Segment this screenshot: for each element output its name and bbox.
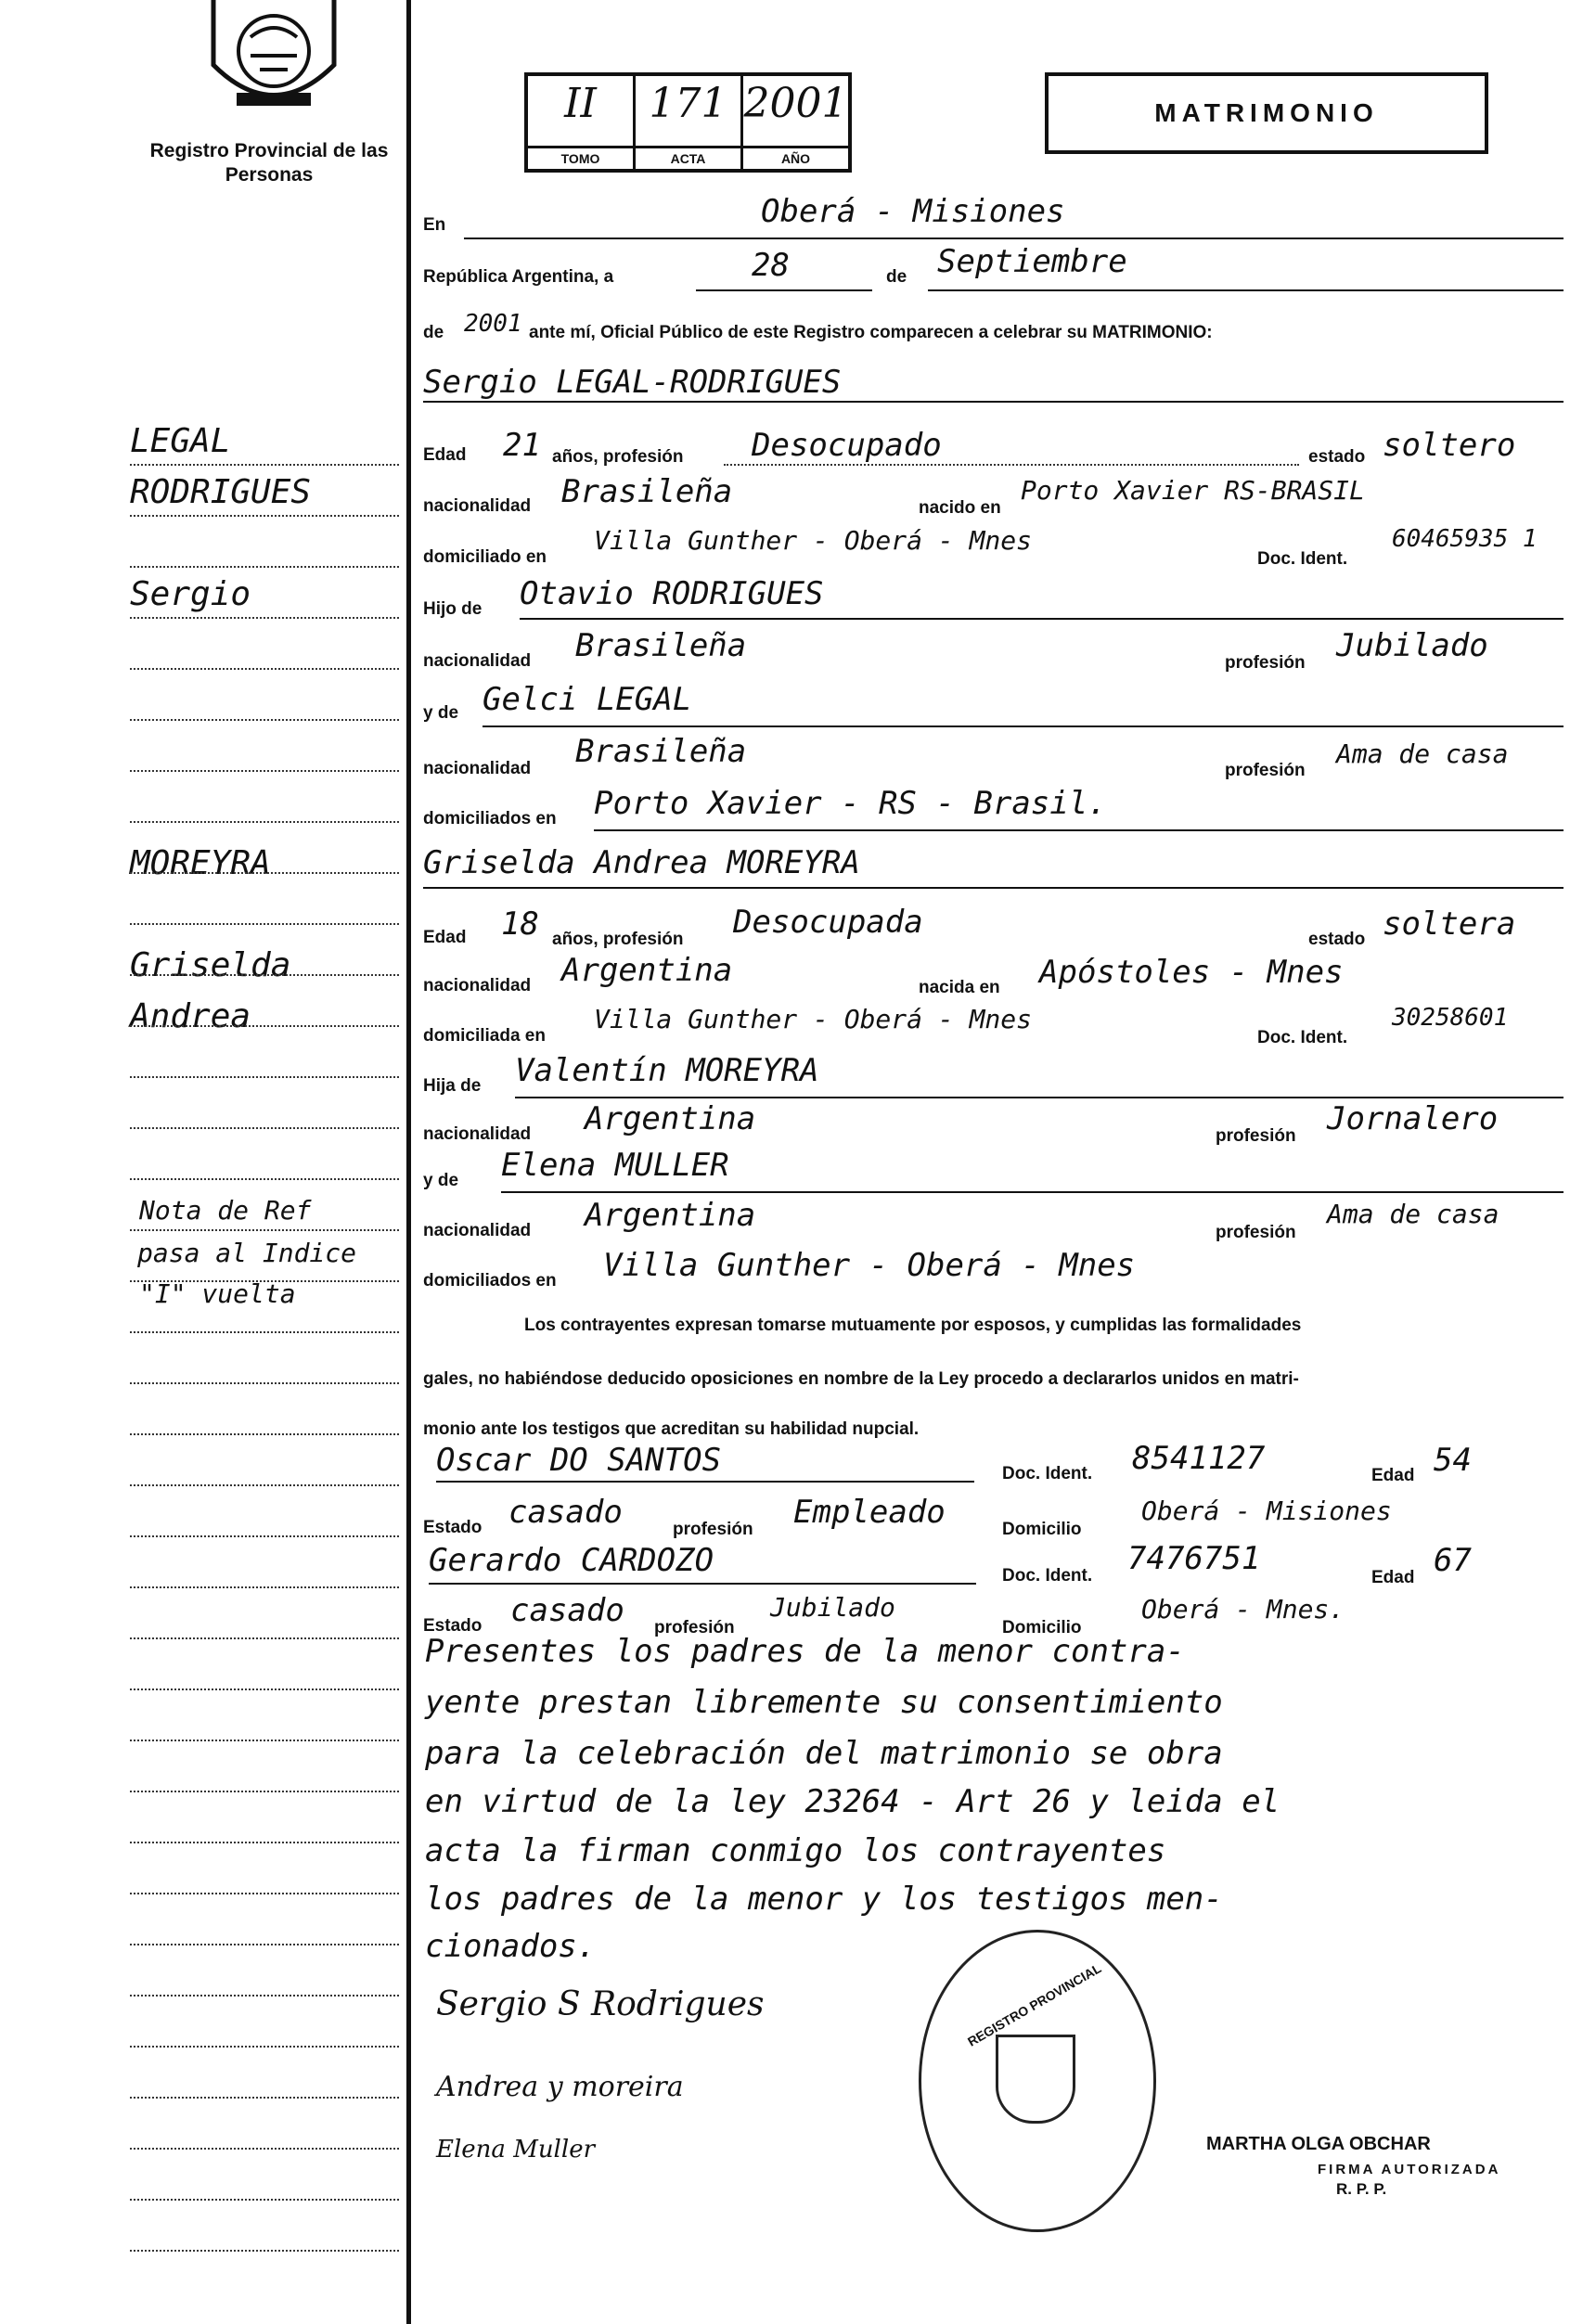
year-prefix-label: de <box>423 323 444 342</box>
tomo-label: TOMO <box>528 146 633 169</box>
margin-bride-name2: Andrea <box>130 997 251 1035</box>
note-line-4: en virtud de la ley 23264 - Art 26 y leida el <box>425 1783 1280 1820</box>
underline <box>515 1097 1564 1098</box>
place-value: Oberá - Misiones <box>761 193 1065 230</box>
bride-domicile: Villa Gunther - Oberá - Mnes <box>594 1004 1033 1034</box>
officer-name: MARTHA OLGA OBCHAR <box>1206 2134 1431 2154</box>
stamp-text: REGISTRO PROVINCIAL <box>964 1960 1104 2049</box>
nacionalidad-label: nacionalidad <box>423 651 532 671</box>
witness2-name: Gerardo CARDOZO <box>429 1542 714 1579</box>
margin-rule-line <box>130 1586 399 1588</box>
ano-value: 2001 <box>743 80 848 127</box>
ano-label: AÑO <box>743 146 848 169</box>
seal-icon <box>996 2035 1075 2124</box>
note-line-2: yente prestan libremente su consentimiento <box>425 1684 1223 1721</box>
bride-father-nationality: Argentina <box>585 1100 756 1137</box>
note-line-3: para la celebración del matrimonio se obra <box>425 1735 1223 1772</box>
profesion-label: profesión <box>1216 1126 1296 1146</box>
y-de-label: y de <box>423 1171 459 1190</box>
witness1-name: Oscar DO SANTOS <box>436 1442 722 1479</box>
hijo-label: Hijo de <box>423 599 483 619</box>
doc-label: Doc. Ident. <box>1257 549 1348 569</box>
bride-mother-profession: Ama de casa <box>1327 1199 1499 1229</box>
witness2-age: 67 <box>1434 1542 1472 1579</box>
margin-groom-surname1: LEGAL <box>130 422 231 460</box>
profesion-label: profesión <box>654 1618 735 1637</box>
witness1-estado: casado <box>508 1494 623 1531</box>
margin-note-1: Nota de Ref <box>139 1195 312 1226</box>
groom-name: Sergio LEGAL-RODRIGUES <box>423 364 842 401</box>
margin-rule-line <box>130 2148 399 2150</box>
tomo-cell <box>528 76 636 169</box>
en-label: En <box>423 215 446 235</box>
officer-role: FIRMA AUTORIZADA <box>1318 2162 1501 2177</box>
legal-line-2: gales, no habiéndose deducido oposiciones en nombre de la Ley procedo a declararlos unidos en matri- <box>423 1369 1299 1389</box>
underline <box>696 289 872 291</box>
bride-profession: Desocupada <box>733 904 923 941</box>
underline <box>483 725 1564 727</box>
tomo-value: II <box>564 80 597 127</box>
bride-birthplace: Apóstoles - Mnes <box>1039 954 1344 991</box>
bride-mother: Elena MULLER <box>501 1147 729 1184</box>
margin-rule-line <box>130 719 399 721</box>
domicilio-label: Domicilio <box>1002 1618 1082 1637</box>
groom-doc: 60465935 1 <box>1392 525 1538 553</box>
witness2-estado: casado <box>510 1592 624 1629</box>
margin-rule-line <box>130 617 399 619</box>
margin-rule-line <box>130 974 399 976</box>
bride-estado: soltera <box>1383 905 1516 943</box>
nacida-label: nacida en <box>919 978 1000 997</box>
intro-text: ante mí, Oficial Público de este Registro comparecen a celebrar su MATRIMONIO: <box>529 323 1213 342</box>
margin-rule-line <box>130 668 399 670</box>
margin-rule-line <box>130 566 399 568</box>
groom-mother: Gelci LEGAL <box>483 681 692 718</box>
margin-note-3: "I" vuelta <box>139 1278 296 1309</box>
nacionalidad-label: nacionalidad <box>423 496 532 516</box>
day-value: 28 <box>752 247 790 284</box>
underline <box>429 1583 976 1585</box>
underline <box>464 238 1564 239</box>
margin-rule-line <box>130 1535 399 1537</box>
de-label: de <box>886 267 907 287</box>
edad-short-label: Edad <box>1371 1568 1415 1587</box>
groom-birthplace: Porto Xavier RS-BRASIL <box>1021 475 1365 506</box>
margin-rule-line <box>130 1127 399 1129</box>
edad-label: Edad <box>423 445 467 465</box>
groom-signature: Sergio S Rodrigues <box>436 1985 765 2023</box>
margin-rule-line <box>130 1740 399 1741</box>
witness1-age: 54 <box>1434 1442 1472 1479</box>
profesion-label: profesión <box>1225 653 1306 673</box>
margin-rule-line <box>130 1280 399 1282</box>
ano-cell <box>743 76 848 169</box>
margin-note-2: pasa al Indice <box>137 1238 357 1268</box>
nacido-label: nacido en <box>919 498 1001 518</box>
official-stamp <box>919 1930 1156 2232</box>
note-line-1: Presentes los padres de la menor contra- <box>425 1633 1185 1670</box>
underline <box>520 618 1564 620</box>
groom-mother-profession: Ama de casa <box>1336 738 1509 769</box>
republica-label: República Argentina, a <box>423 267 614 287</box>
margin-rule-line <box>130 1791 399 1792</box>
profesion-label: profesión <box>1225 761 1306 780</box>
underline <box>928 289 1564 291</box>
doc-label: Doc. Ident. <box>1257 1028 1348 1047</box>
margin-rule-line <box>130 1076 399 1078</box>
margin-rule-line <box>130 2046 399 2048</box>
margin-bride-surname: MOREYRA <box>130 844 271 882</box>
document-type-box: MATRIMONIO <box>1045 72 1488 154</box>
margin-rule-line <box>130 2250 399 2252</box>
underline <box>594 829 1564 831</box>
margin-rule-line <box>130 1995 399 1997</box>
witness1-doc: 8541127 <box>1132 1440 1266 1477</box>
underline <box>501 1191 1564 1193</box>
anos-prof-label: años, profesión <box>552 447 684 467</box>
domiciliados-label: domiciliados en <box>423 809 557 828</box>
year-value: 2001 <box>464 310 522 338</box>
hija-label: Hija de <box>423 1076 482 1096</box>
bride-mother-nationality: Argentina <box>585 1197 756 1234</box>
margin-divider <box>406 0 411 2324</box>
witness2-doc: 7476751 <box>1127 1540 1261 1577</box>
margin-rule-line <box>130 1484 399 1486</box>
nacionalidad-label: nacionalidad <box>423 759 532 778</box>
legal-line-1: Los contrayentes expresan tomarse mutuamente por esposos, y cumplidas las formalidades <box>524 1316 1302 1335</box>
nacionalidad-label: nacionalidad <box>423 1221 532 1240</box>
legal-line-3: monio ante los testigos que acreditan su habilidad nupcial. <box>423 1419 920 1439</box>
estado-cap-label: Estado <box>423 1518 483 1537</box>
domicilio-label: Domicilio <box>1002 1520 1082 1539</box>
profesion-label: profesión <box>673 1520 753 1539</box>
bride-nationality: Argentina <box>561 952 733 989</box>
margin-groom-name: Sergio <box>130 575 251 613</box>
edad-label: Edad <box>423 928 467 947</box>
domiciliados-label: domiciliados en <box>423 1271 557 1290</box>
margin-rule-line <box>130 1382 399 1384</box>
witness1-domicile: Oberá - Misiones <box>1141 1496 1392 1526</box>
estado-cap-label: Estado <box>423 1616 483 1636</box>
margin-rule-line <box>130 1688 399 1690</box>
domiciliado-label: domiciliado en <box>423 547 547 567</box>
tomo-acta-ano-box <box>524 72 852 173</box>
note-line-7: cionados. <box>425 1928 597 1965</box>
margin-bride-name1: Griselda <box>130 946 291 984</box>
note-line-5: acta la firman conmigo los contrayentes <box>425 1832 1166 1869</box>
acta-label: ACTA <box>636 146 740 169</box>
margin-rule-line <box>130 770 399 772</box>
margin-rule-line <box>130 1229 399 1231</box>
acta-value: 171 <box>649 80 727 127</box>
bride-age: 18 <box>501 905 539 943</box>
groom-mother-nationality: Brasileña <box>575 733 747 770</box>
witness1-profession: Empleado <box>793 1494 946 1531</box>
margin-rule-line <box>130 2199 399 2201</box>
margin-rule-line <box>130 1178 399 1180</box>
note-line-6: los padres de la menor y los testigos men- <box>425 1881 1223 1918</box>
dotted-line <box>724 464 1299 466</box>
margin-rule-line <box>130 1842 399 1843</box>
margin-rule-line <box>130 1025 399 1027</box>
underline <box>436 1481 974 1483</box>
bride-signature: Andrea y moreira <box>436 2071 684 2103</box>
margin-groom-surname2: RODRIGUES <box>130 473 312 511</box>
estado-label: estado <box>1308 930 1366 949</box>
mother-signature: Elena Muller <box>436 2136 596 2164</box>
groom-profession: Desocupado <box>752 427 942 464</box>
domiciliada-label: domiciliada en <box>423 1026 546 1046</box>
estado-label: estado <box>1308 447 1366 467</box>
margin-rule-line <box>130 1944 399 1945</box>
registry-title: Registro Provincial de las Personas <box>149 140 389 186</box>
margin-rule-line <box>130 1433 399 1435</box>
bride-parents-domicile: Villa Gunther - Oberá - Mnes <box>603 1247 1136 1284</box>
witness2-domicile: Oberá - Mnes. <box>1141 1594 1345 1624</box>
acta-cell <box>636 76 743 169</box>
nacionalidad-label: nacionalidad <box>423 1124 532 1144</box>
bride-father-profession: Jornalero <box>1327 1100 1499 1137</box>
margin-rule-line <box>130 821 399 823</box>
margin-rule-line <box>130 1331 399 1333</box>
bride-father: Valentín MOREYRA <box>515 1052 819 1089</box>
groom-parents-domicile: Porto Xavier - RS - Brasil. <box>594 785 1107 822</box>
underline <box>423 887 1564 889</box>
month-value: Septiembre <box>937 243 1127 280</box>
profesion-label: profesión <box>1216 1223 1296 1242</box>
margin-rule-line <box>130 923 399 925</box>
bride-name: Griselda Andrea MOREYRA <box>423 844 860 881</box>
y-de-label: y de <box>423 703 459 723</box>
margin-rule-line <box>130 1637 399 1639</box>
groom-father-profession: Jubilado <box>1336 627 1488 664</box>
groom-age: 21 <box>503 427 541 464</box>
margin-rule-line <box>130 1893 399 1894</box>
bride-doc: 30258601 <box>1392 1004 1509 1032</box>
groom-father-nationality: Brasileña <box>575 627 747 664</box>
groom-father: Otavio RODRIGUES <box>520 575 824 612</box>
margin-rule-line <box>130 515 399 517</box>
officer-org: R. P. P. <box>1336 2180 1387 2198</box>
witness2-profession: Jubilado <box>770 1592 895 1623</box>
groom-domicile: Villa Gunther - Oberá - Mnes <box>594 525 1033 556</box>
nacionalidad-label: nacionalidad <box>423 976 532 995</box>
underline <box>423 401 1564 403</box>
anos-prof-label: años, profesión <box>552 930 684 949</box>
doc-label: Doc. Ident. <box>1002 1464 1093 1483</box>
groom-estado: soltero <box>1383 427 1516 464</box>
groom-nationality: Brasileña <box>561 473 733 510</box>
provincial-seal-icon <box>195 0 353 121</box>
edad-short-label: Edad <box>1371 1466 1415 1485</box>
margin-rule-line <box>130 2097 399 2099</box>
margin-rule-line <box>130 464 399 466</box>
doc-label: Doc. Ident. <box>1002 1566 1093 1586</box>
margin-rule-line <box>130 872 399 874</box>
